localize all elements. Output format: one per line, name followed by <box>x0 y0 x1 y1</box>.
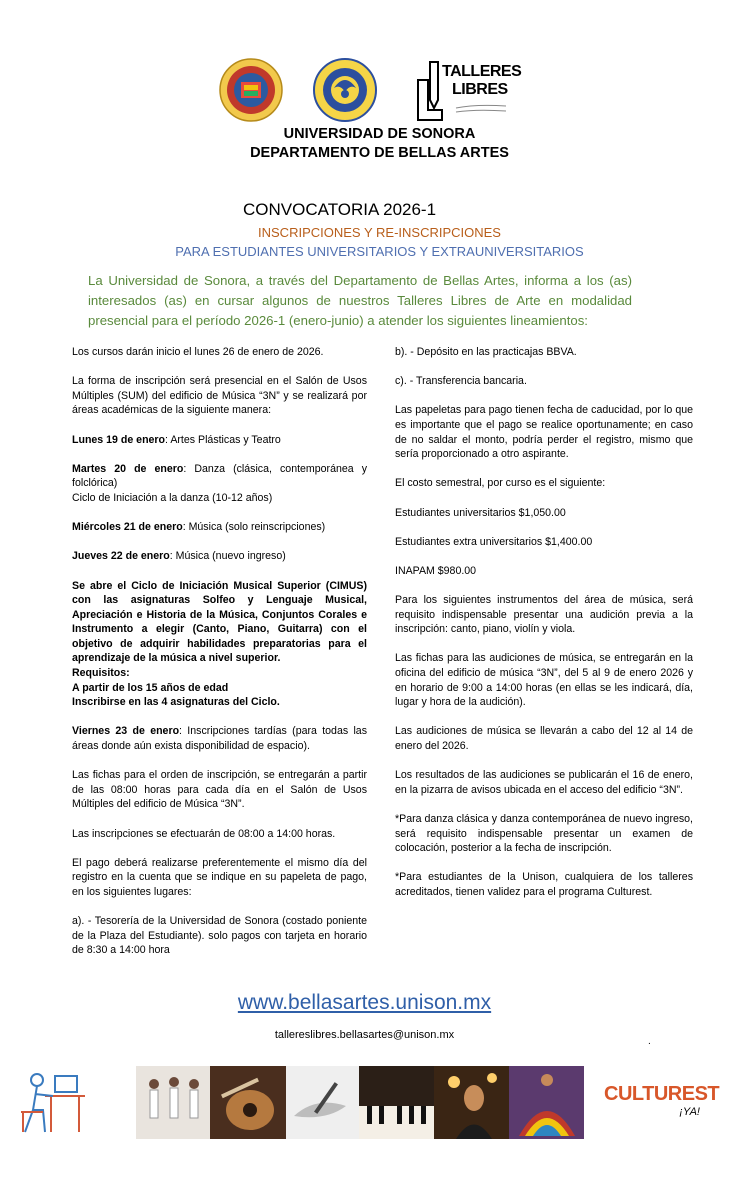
guitar-photo-icon <box>210 1066 286 1139</box>
talleres-libres-logo <box>416 60 522 122</box>
culturest-wordmark: CULTUREST <box>604 1083 720 1105</box>
thursday-label: Jueves 22 de enero <box>72 550 170 563</box>
student-desk-illustration-icon <box>15 1066 87 1138</box>
schedule-friday <box>72 724 367 753</box>
unison-seal-icon <box>218 58 284 122</box>
institution-heading <box>0 125 729 163</box>
monday-label: Lunes 19 de enero <box>72 433 166 446</box>
email-address[interactable]: tallereslibres.bellasartes@unison.mx <box>274 1029 455 1041</box>
drawing-photo-icon <box>286 1066 359 1139</box>
thursday-text: : Música (nuevo ingreso) <box>169 550 286 563</box>
paragraph-danza: *Para danza clásica y danza contemporánea de nuevo ingreso, será requisito indispensable presentar un examen de colocación, posterior a la fecha de inscripción. <box>395 813 693 855</box>
requisitos-title: Requisitos: <box>72 667 130 680</box>
stray-dot: . <box>648 1036 651 1047</box>
tuesday-text-2: Ciclo de Iniciación a la danza (10-12 años) <box>72 491 273 504</box>
schedule-tuesday <box>72 462 367 506</box>
culturest-ya: ¡YA! <box>679 1106 700 1118</box>
university-name: UNIVERSIDAD DE SONORA <box>283 126 476 142</box>
paragraph-fichas-audiciones: Las fichas para las audiciones de música, se entregarán en la oficina del edificio de música “3N”, del 5 al 9 de enero 2026 y en horario de 9:00 a 14:00 horas (en ellas se les indicará, día, lugar y hora de la audición). <box>395 652 693 709</box>
paragraph-instrumentos: Para los siguientes instrumentos del área de música, será requisito indispensable presentar una audición previa a la inscripción: canto, piano, violín y viola. <box>395 594 693 636</box>
talleres-logo-text: TALLERES <box>442 63 522 80</box>
cimus-paragraph: Se abre el Ciclo de Iniciación Musical Superior (CIMUS) con las asignaturas Solfeo y Lenguaje Musical, Apreciación e Historia de la Música, Conjuntos Corales e Instrumento a elegir (Canto, Piano, Guitarra) con el objetivo de adquirir habilidades preparatorias para el aprendizaje de la música a nivel superior. <box>72 579 367 665</box>
paragraph-transferencia: c). - Transferencia bancaria. <box>395 375 527 388</box>
schedule-monday <box>72 433 367 448</box>
price-universitarios: Estudiantes universitarios $1,050.00 <box>395 506 566 519</box>
paragraph-forma-inscripcion: La forma de inscripción será presencial en el Salón de Usos Múltiples (SUM) del edificio de Música “3N” y se realizará por áreas académicas de la siguiente manera: <box>72 375 367 417</box>
paragraph-culturest: *Para estudiantes de la Unison, cualquiera de los talleres acreditados, tienen validez para el programa Culturest. <box>395 871 693 898</box>
paragraph-pago: El pago deberá realizarse preferentemente el mismo día del registro en la cuenta que se indique en su papeleta de pago, en los siguientes lugares: <box>72 856 367 898</box>
header-logos <box>0 58 729 126</box>
friday-text: : Inscripciones tardías (para todas las áreas donde aún exista disponibilidad de espacio). <box>72 725 367 753</box>
paragraph-audiciones: Las audiciones de música se llevarán a cabo del 12 al 14 de enero del 2026. <box>395 725 693 753</box>
paragraph-resultados: Los resultados de las audiciones se publicarán el 16 de enero, en la pizarra de avisos ubicada en el acceso del edificio “3N”. <box>395 769 693 796</box>
tuesday-label: Martes 20 de enero <box>72 462 184 475</box>
wednesday-text: : Música (solo reinscripciones) <box>182 521 326 534</box>
schedule-thursday <box>72 549 367 564</box>
libres-logo-text: LIBRES <box>452 81 508 98</box>
requisito-asignaturas: Inscribirse en las 4 asignaturas del Ciclo. <box>72 696 280 709</box>
monday-text: : Artes Plásticas y Teatro <box>165 433 281 446</box>
requisito-edad: A partir de los 15 años de edad <box>72 681 229 694</box>
schedule-wednesday <box>72 520 367 535</box>
piano-photo-icon <box>359 1066 434 1139</box>
paragraph-papeletas: Las papeletas para pago tienen fecha de caducidad, por lo que es importante que el pago se realice oportunamente; en caso de no saldar el monto, podría perder el registro, mismo que sería proporcionado a otro aspirante. <box>395 404 693 461</box>
wednesday-label: Miércoles 21 de enero <box>72 521 183 534</box>
left-column <box>72 345 367 973</box>
bellas-artes-logo-icon <box>312 58 378 122</box>
singer-photo-icon <box>434 1066 509 1139</box>
right-column <box>395 345 693 914</box>
paragraph-costo: El costo semestral, por curso es el siguiente: <box>395 477 606 490</box>
paragraph-tesoreria: a). - Tesorería de la Universidad de Sonora (costado poniente de la Plaza del Estudiante). solo pagos con tarjeta en horario de 8:30 a 14:00 hora <box>72 915 367 957</box>
folk-dance-photo-icon <box>509 1066 584 1139</box>
department-name: DEPARTAMENTO DE BELLAS ARTES <box>250 145 509 161</box>
subtitle-inscripciones: INSCRIPCIONES Y RE-INSCRIPCIONES <box>258 225 501 240</box>
photo-strip <box>136 1066 584 1139</box>
culturest-logo <box>604 1083 720 1118</box>
price-inapam: INAPAM $980.00 <box>395 564 477 577</box>
tuesday-text: : Danza (clásica, contemporánea y folclórica) <box>72 462 367 490</box>
cimus-block <box>72 579 367 710</box>
paragraph-inicio: Los cursos darán inicio el lunes 26 de enero de 2026. <box>72 346 324 358</box>
intro-paragraph: La Universidad de Sonora, a través del Departamento de Bellas Artes, informa a los (as) interesados (as) en cursar algunos de nuestros Talleres Libres de Arte en modalidad presencial para el período 2026-1 (enero-junio) a atender los siguientes lineamientos: <box>88 273 632 328</box>
page-title: CONVOCATORIA 2026-1 <box>243 200 437 219</box>
dance-photo-icon <box>136 1066 210 1139</box>
paragraph-fichas: Las fichas para el orden de inscripción, se entregarán a partir de las 08:00 horas para cada día en el Salón de Usos Múltiples del edificio de Música “3N”. <box>72 769 367 811</box>
paragraph-horario: Las inscripciones se efectuarán de 08:00 a 14:00 horas. <box>72 827 336 840</box>
friday-label: Viernes 23 de enero <box>72 725 180 738</box>
paragraph-bbva: b). - Depósito en las practicajas BBVA. <box>395 346 577 358</box>
website-link[interactable]: www.bellasartes.unison.mx <box>237 991 492 1014</box>
price-extra-universitarios: Estudiantes extra universitarios $1,400.00 <box>395 535 593 548</box>
subtitle-estudiantes: PARA ESTUDIANTES UNIVERSITARIOS Y EXTRAUNIVERSITARIOS <box>175 244 584 259</box>
